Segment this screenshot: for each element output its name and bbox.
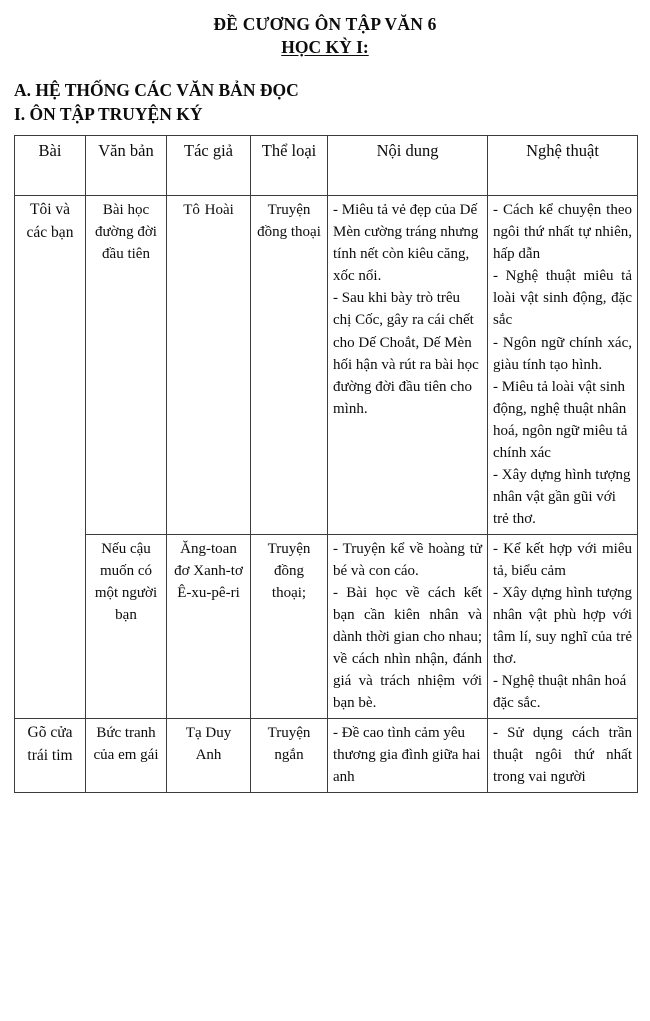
cell-nghe-thuat-line: - Nghệ thuật nhân hoá đặc sắc. bbox=[493, 673, 627, 712]
cell-noi-dung-line: - Đề cao tình cảm yêu thương gia đình giữa hai anh bbox=[333, 725, 481, 786]
table-header bbox=[15, 136, 638, 196]
cell-tac-gia: Tạ Duy Anh bbox=[167, 719, 251, 793]
cell-noi-dung bbox=[328, 196, 488, 535]
cell-tac-gia: Ăng-toan đơ Xanh-tơ Ê-xu-pê-ri bbox=[167, 534, 251, 718]
cell-tac-gia: Tô Hoài bbox=[167, 196, 251, 535]
column-header-nghe-thuat: Nghệ thuật bbox=[488, 136, 638, 196]
table-body bbox=[15, 196, 638, 793]
cell-van-ban: Bài học đường đời đầu tiên bbox=[86, 196, 167, 535]
cell-the-loai: Truyện đồng thoại; bbox=[251, 534, 328, 718]
cell-nghe-thuat bbox=[488, 534, 638, 718]
cell-nghe-thuat-line: - Sử dụng cách trần thuật ngôi thứ nhất trong vai người bbox=[493, 725, 632, 786]
cell-van-ban: Nếu cậu muốn có một người bạn bbox=[86, 534, 167, 718]
column-header-tac-gia: Tác giả bbox=[167, 136, 251, 196]
column-header-bai: Bài bbox=[15, 136, 86, 196]
cell-nghe-thuat bbox=[488, 196, 638, 535]
column-header-the-loai: Thể loại bbox=[251, 136, 328, 196]
cell-noi-dung bbox=[328, 719, 488, 793]
table-row bbox=[15, 534, 638, 718]
cell-nghe-thuat-line: - Cách kể chuyện theo ngôi thứ nhất tự nhiên, hấp dẫn bbox=[493, 202, 632, 263]
cell-the-loai: Truyện đồng thoại bbox=[251, 196, 328, 535]
page-subtitle bbox=[0, 36, 650, 59]
column-header-noi-dung: Nội dung bbox=[328, 136, 488, 196]
column-header-van-ban: Văn bản bbox=[86, 136, 167, 196]
table-row bbox=[15, 719, 638, 793]
cell-the-loai: Truyện ngắn bbox=[251, 719, 328, 793]
cell-noi-dung-line: - Truyện kể về hoàng tử bé và con cáo. bbox=[333, 540, 482, 579]
page-title: ĐỀ CƯƠNG ÔN TẬP VĂN 6 bbox=[213, 14, 437, 34]
cell-noi-dung bbox=[328, 534, 488, 718]
cell-nghe-thuat-line: - Nghệ thuật miêu tả loài vật sinh động, đặc sắc bbox=[493, 268, 632, 329]
cell-nghe-thuat-line: - Xây dựng hình tượng nhân vật gần gũi với trẻ thơ. bbox=[493, 466, 631, 527]
outline-table bbox=[14, 135, 638, 793]
table-header-row bbox=[15, 136, 638, 196]
cell-noi-dung-line: - Sau khi bày trò trêu chị Cốc, gây ra cái chết cho Dế Choắt, Dế Mèn hối hận và rút ra bài học đường đời đầu tiên cho mình. bbox=[333, 290, 479, 417]
cell-nghe-thuat-line: - Kể kết hợp với miêu tả, biểu cảm bbox=[493, 540, 632, 579]
section-heading-a: A. HỆ THỐNG CÁC VĂN BẢN ĐỌC bbox=[14, 79, 299, 100]
cell-bai: Tôi và các bạn bbox=[15, 196, 86, 719]
cell-nghe-thuat-line: - Miêu tả loài vật sinh động, nghệ thuật nhân hoá, ngôn ngữ miêu tả chính xác bbox=[493, 378, 628, 461]
cell-nghe-thuat bbox=[488, 719, 638, 793]
outline-table-wrapper bbox=[0, 125, 650, 793]
page-subtitle-text: HỌC KỲ I: bbox=[281, 36, 369, 57]
table-row bbox=[15, 196, 638, 535]
cell-nghe-thuat-line: - Ngôn ngữ chính xác, giàu tính tạo hình. bbox=[493, 334, 632, 373]
cell-noi-dung-line: - Bài học về cách kết bạn cần kiên nhân và dành thời gian cho nhau; về cách nhìn nhận, đánh giá và trách nhiệm với bạn bè. bbox=[333, 585, 482, 712]
cell-nghe-thuat-line: - Xây dựng hình tượng nhân vật phù hợp với tâm lí, suy nghĩ của trẻ thơ. bbox=[493, 585, 632, 668]
cell-bai: Gõ cửa trái tim bbox=[15, 719, 86, 793]
cell-noi-dung-line: - Miêu tả vẻ đẹp của Dế Mèn cường tráng nhưng tính nết còn kiêu căng, xốc nổi. bbox=[333, 202, 479, 285]
section-heading-i: I. ÔN TẬP TRUYỆN KÝ bbox=[14, 103, 203, 124]
cell-van-ban: Bức tranh của em gái bbox=[86, 719, 167, 793]
